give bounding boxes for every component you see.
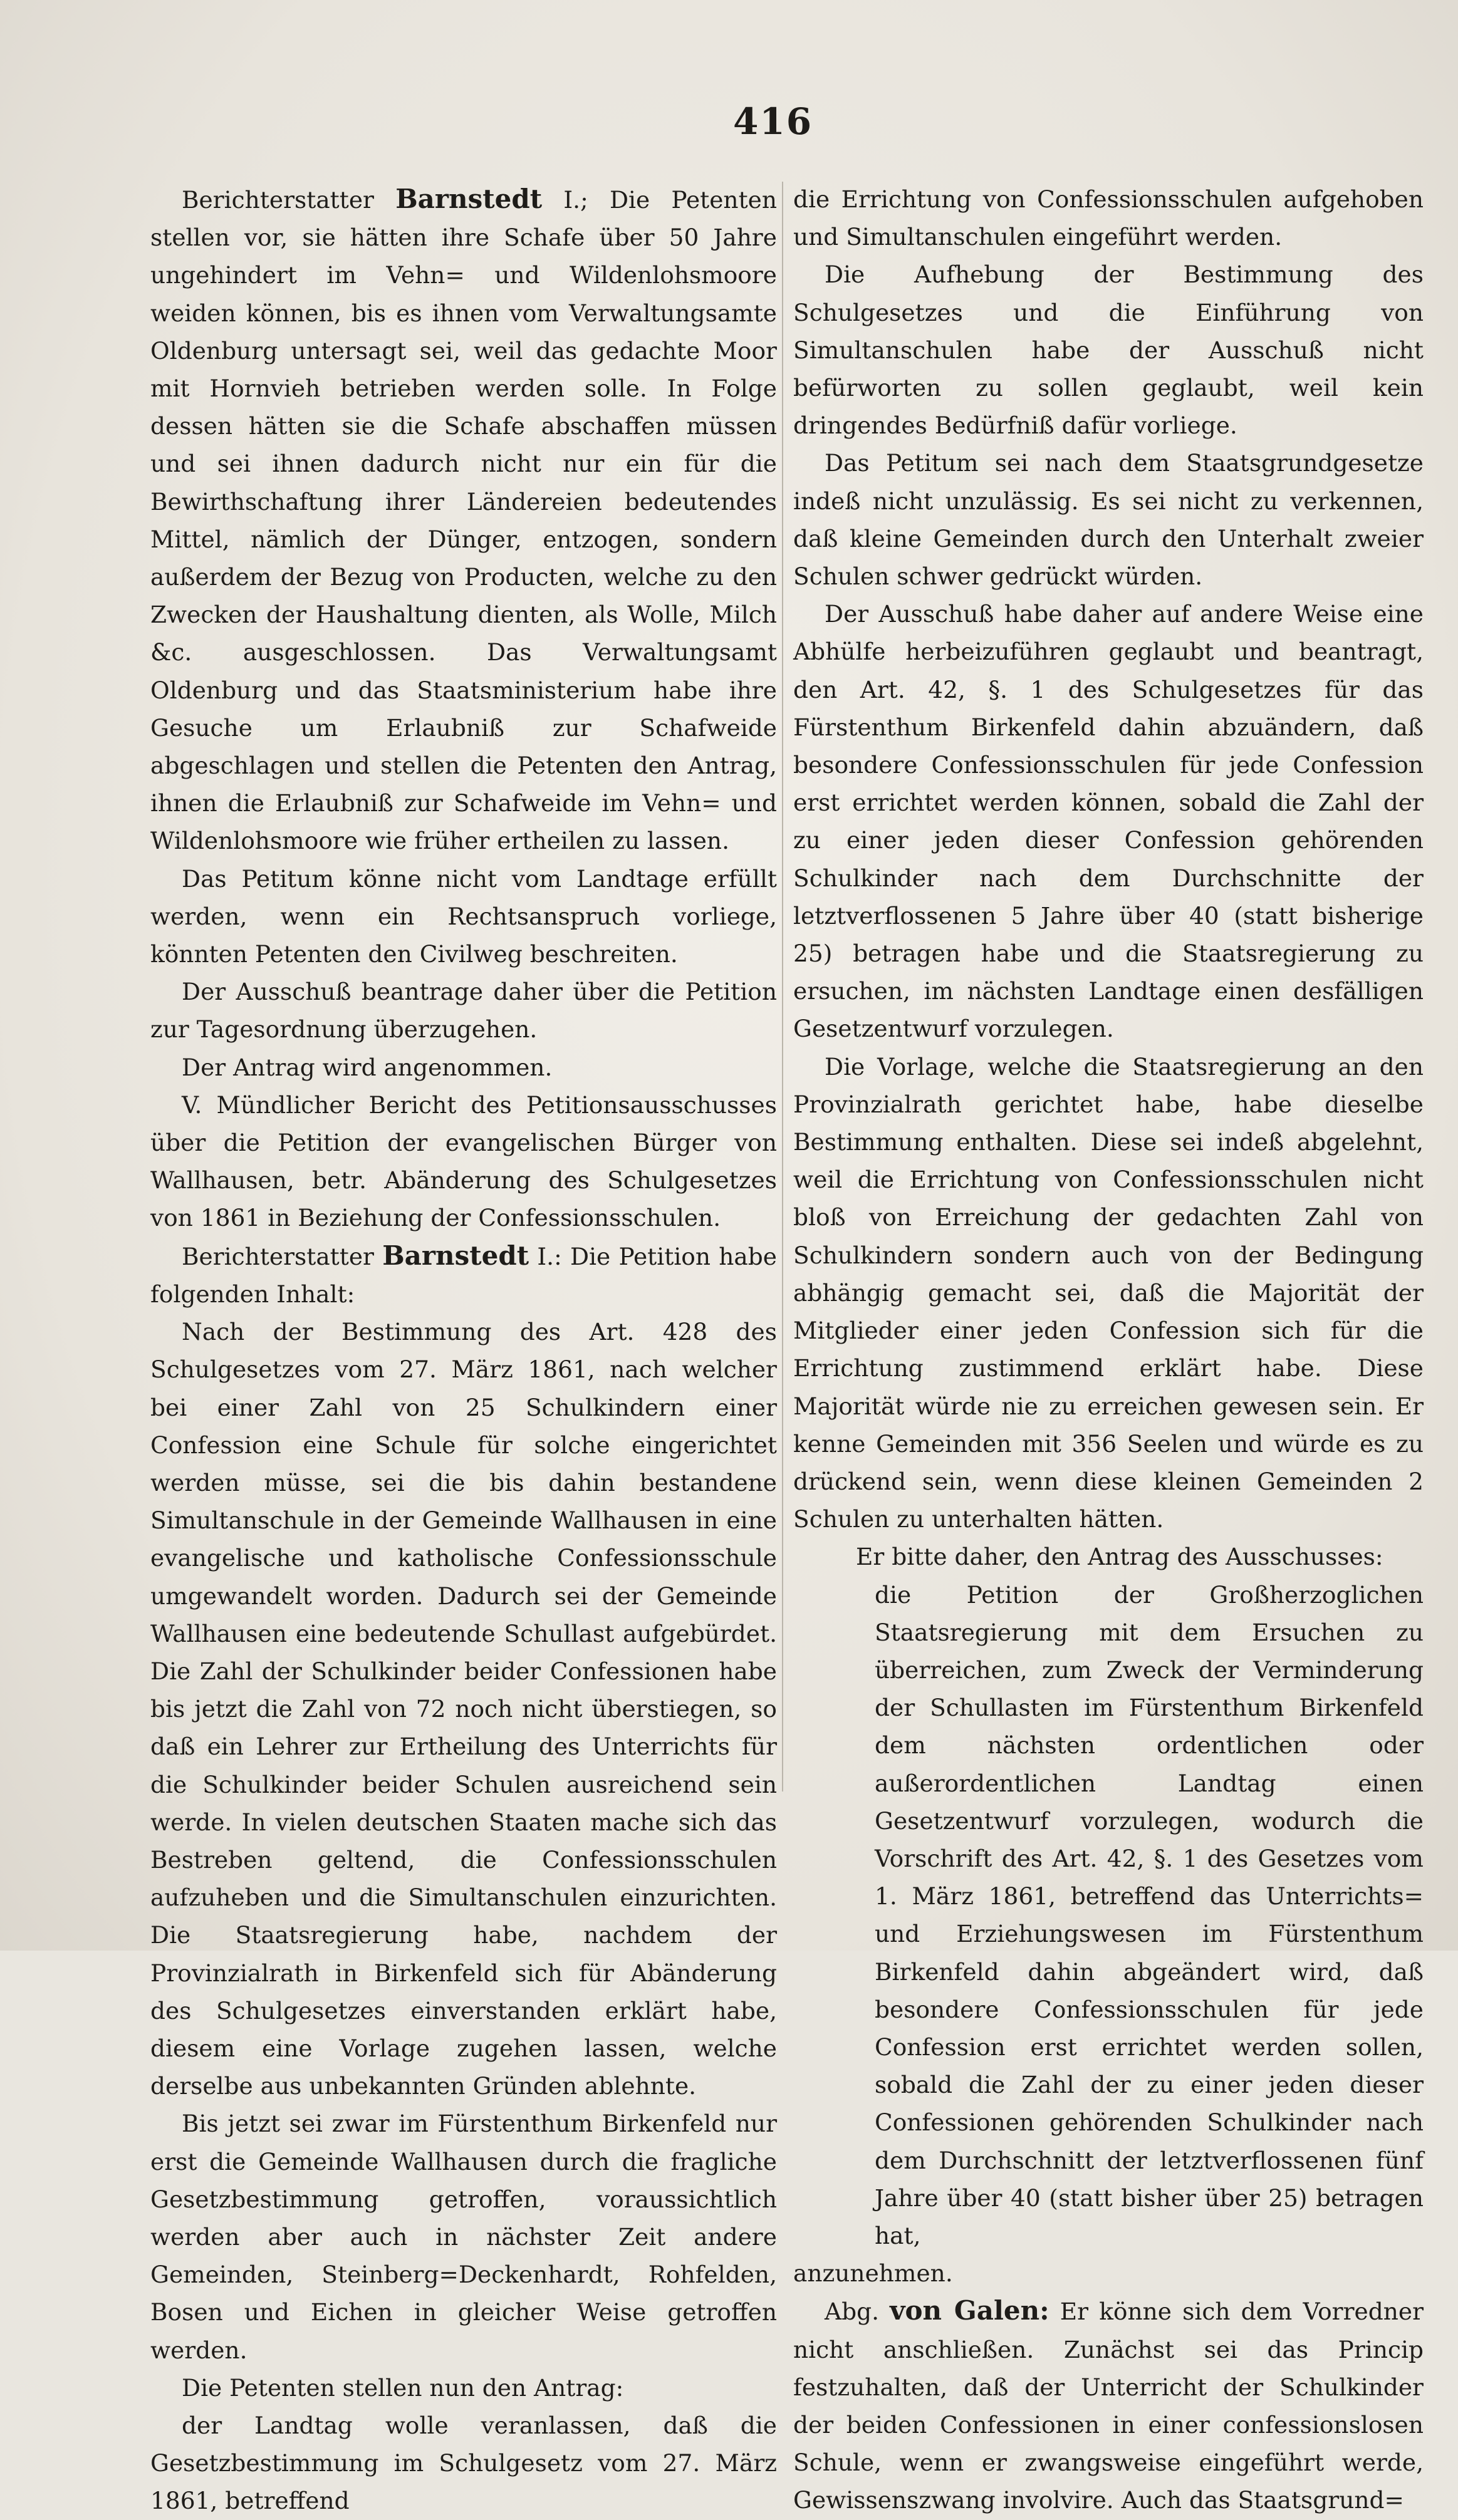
page-number: 416 [733,100,813,143]
paragraph: Der Ausschuß habe daher auf andere Weise eine Abhülfe herbeizuführen geglaubt und beantragt, den Art. 42, §. 1 des Schulgesetzes für das Fürstenthum Birkenfeld dahin abzuändern, daß besondere Confessionsschulen für jede Confession erst errichtet werden können, sobald die Zahl der zu einer jeden dieser Confession gehörenden Schulkinder nach dem Durchschnitte der letztverflossenen 5 Jahre über 40 (statt bisherige 25) betragen habe und die Staatsregierung zu ersuchen, im nächsten Landtage einen desfälligen Gesetzentwurf vorzulegen. [793,600,1424,1043]
paragraph: Die Aufhebung der Bestimmung des Schulgesetzes und die Einführung von Simultanschulen habe der Ausschuß nicht befürworten zu sollen geglaubt, weil kein dringendes Bedürfniß dafür vorliege. [793,261,1424,440]
paragraph-text: I.; Die Petenten stellen vor, sie hätten ihre Schafe über 50 Jahre ungehindert im Vehn= und Wildenlohsmoore weiden können, bis es ihnen vom Verwaltungsamte Oldenburg untersagt sei, weil das gedachte Moor mit Hornvieh betrieben werden solle. In Folge dessen hätten sie die Schafe abschaffen müssen und sei ihnen dadurch nicht nur ein für die Bewirthschaftung ihrer Ländereien bedeutendes Mittel, nämlich der Dünger, entzogen, sondern außerdem der Bezug von Producten, welche zu den Zwecken der Haushaltung dienten, als Wolle, Milch &c. ausgeschlossen. Das Verwaltungsamt Oldenburg und das Staatsministerium habe ihre Gesuche um Erlaubniß zur Schafweide abgeschlagen und stellen die Petenten den Antrag, ihnen die Erlaubniß zur Schafweide im Vehn= und Wildenlohsmoore wie früher ertheilen zu lassen. [150,186,777,855]
paragraph [150,1237,777,1313]
paragraph: Das Petitum sei nach dem Staatsgrundgesetze indeß nicht unzulässig. Es sei nicht zu verkennen, daß kleine Gemeinden durch den Unterhalt zweier Schulen schwer gedrückt würden. [793,449,1424,591]
speaker-name: Barnstedt [382,1240,529,1271]
paragraph [150,180,777,860]
paragraph-text: Er könne sich dem Vorredner nicht anschließen. Zunächst sei das Princip festzuhalten, daß der Unterricht der Schulkinder der beiden Confessionen in einer confessionslosen Schule, wenn er zwangsweise eingeführt werde, Gewissenszwang involvire. Auch das Staatsgrund= [793,2298,1424,2514]
speaker-name: von Galen: [890,2295,1049,2326]
left-column [150,180,777,2520]
speaker-prefix: Abg. [825,2298,890,2326]
paragraph: Er bitte daher, den Antrag des Ausschusses: [856,1543,1383,1571]
paragraph [793,2292,1424,2519]
paragraph: der Landtag wolle veranlassen, daß die Gesetzbestimmung im Schulgesetz vom 27. März 1861, betreffend [150,2411,777,2515]
paragraph: Das Petitum könne nicht vom Landtage erfüllt werden, wenn ein Rechtsanspruch vorliege, könnten Petenten den Civilweg beschreiten. [150,864,777,968]
paragraph: Nach der Bestimmung des Art. 428 des Schulgesetzes vom 27. März 1861, nach welcher bei einer Zahl von 25 Schulkindern einer Confession eine Schule für solche eingerichtet werden müsse, sei die bis dahin bestandene Simultanschule in der Gemeinde Wallhausen in eine evangelische und katholische Confessionsschule umgewandelt worden. Dadurch sei der Gemeinde Wallhausen eine bedeutende Schullast aufgebürdet. Die Zahl der Schulkinder beider Confessionen habe bis jetzt die Zahl von 72 noch nicht überstiegen, so daß ein Lehrer zur Ertheilung des Unterrichts für die Schulkinder beider Schulen ausreichend sein werde. In vielen deutschen Staaten mache sich das Bestreben geltend, die Confessionsschulen aufzuheben und die Simultanschulen einzurichten. Die Staatsregierung habe, nachdem der Provinzialrath in Birkenfeld sich für Abänderung des Schulgesetzes einverstanden erklärt habe, diesem eine Vorlage zugehen lassen, welche derselbe aus unbekannten Gründen ablehnte. [150,1318,777,2100]
right-column [793,180,1424,2519]
speaker-prefix: Berichterstatter [182,1242,383,1270]
paragraph: anzunehmen. [793,2259,953,2288]
paragraph: die Petition der Großherzoglichen Staatsregierung mit dem Ersuchen zu überreichen, zum Zweck der Verminderung der Schullasten im Fürstenthum Birkenfeld dem nächsten ordentlichen oder außerordentlichen Landtag einen Gesetzentwurf vorzulegen, wodurch die Vorschrift des Art. 42, §. 1 des Gesetzes vom 1. März 1861, betreffend das Unterrichts= und Erziehungswesen im Fürstenthum Birkenfeld dahin abgeändert wird, daß besondere Confessionsschulen für jede Confession erst errichtet werden sollen, sobald die Zahl der zu einer jeden dieser Confessionen gehörenden Schulkinder nach dem Durchschnitt der letztverflossenen fünf Jahre über 40 (statt bisher über 25) betragen hat, [875,1580,1424,2249]
speaker-prefix: Berichterstatter [182,186,396,214]
paragraph: die Errichtung von Confessionsschulen aufgehoben und Simultanschulen eingeführt werden. [793,185,1424,251]
paragraph: V. Mündlicher Bericht des Petitionsausschusses über die Petition der evangelischen Bürger von Wallhausen, betr. Abänderung des Schulgesetzes von 1861 in Beziehung der Confessionsschulen. [150,1091,777,1232]
paragraph: Die Vorlage, welche die Staatsregierung an den Provinzialrath gerichtet habe, habe dieselbe Bestimmung enthalten. Diese sei indeß abgelehnt, weil die Errichtung von Confessionsschulen nicht bloß von Erreichung der gedachten Zahl von Schulkindern sondern auch von der Bedingung abhängig gemacht sei, daß die Majorität der Mitglieder einer jeden Confession sich für die Errichtung zustimmend erklärt habe. Diese Majorität würde nie zu erreichen gewesen sein. Er kenne Gemeinden mit 356 Seelen und würde es zu drückend sein, wenn diese kleinen Gemeinden 2 Schulen zu unterhalten hätten. [793,1052,1424,1533]
paragraph: Die Petenten stellen nun den Antrag: [182,2373,624,2402]
column-divider [782,182,783,1791]
paragraph: Der Ausschuß beantrage daher über die Petition zur Tagesordnung überzugehen. [150,978,777,1044]
paragraph: Der Antrag wird angenommen. [182,1053,553,1081]
paragraph: Bis jetzt sei zwar im Fürstenthum Birkenfeld nur erst die Gemeinde Wallhausen durch die fragliche Gesetzbestimmung getroffen, voraussichtlich werden aber auch in nächster Zeit andere Gemeinden, Steinberg=Deckenhardt, Rohfelden, Bosen und Eichen in gleicher Weise getroffen werden. [150,2110,777,2364]
paragraph-text: I.: Die Petition habe folgenden Inhalt: [150,1242,777,1308]
speaker-name: Barnstedt [395,184,543,214]
